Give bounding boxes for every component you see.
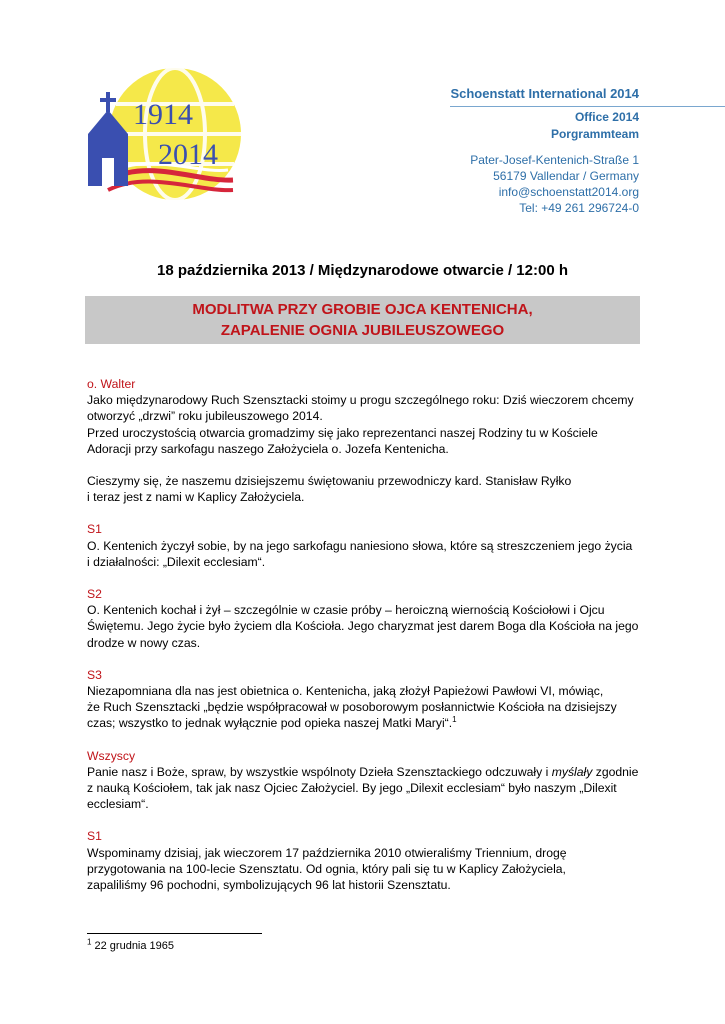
text-line: Jako międzynarodowy Ruch Szensztacki stoimy u progu szczególnego roku: Dziś wieczorem chcemy <box>87 393 634 408</box>
header-team: Porgrammteam <box>550 127 639 141</box>
text-line: drodze w nowy czas. <box>87 635 201 650</box>
title-line-2: ZAPALENIE OGNIA JUBILEUSZOWEGO <box>220 322 505 339</box>
footnote <box>87 937 175 952</box>
text-line: otworzyć „drzwi” roku jubileuszowego 2014. <box>87 409 323 424</box>
text-segment: zgodnie <box>592 764 639 779</box>
event-dateline: 18 października 2013 / Międzynarodowe otwarcie / 12:00 h <box>157 262 568 279</box>
title-line-1: MODLITWA PRZY GROBIE OJCA KENTENICHA, <box>192 301 533 318</box>
text-segment: Panie nasz i Boże, spraw, by wszystkie wspólnoty Dzieła Szensztackiego odczuwały i <box>87 764 552 779</box>
text-line <box>87 764 647 780</box>
text-line: Adoracji przy sarkofagu naszego Założyciela o. Jozefa Kentenicha. <box>87 441 449 456</box>
address-phone: Tel: +49 261 296724-0 <box>519 201 639 215</box>
speaker-label: o. Walter <box>87 377 136 391</box>
header-address <box>470 152 639 216</box>
footnote-text: 22 grudnia 1965 <box>91 940 175 952</box>
text-line: że Ruch Szensztacki „będzie współpracował w posoborowym posłannictwie Kościoła na dzisiejszy <box>87 700 617 715</box>
logo-year-2014: 2014 <box>158 138 218 171</box>
header-office: Office 2014 <box>574 110 639 124</box>
text-line: Niezapomniana dla nas jest obietnica o. Kentenicha, jaką złożył Papieżowi Pawłowi VI, mówiąc, <box>87 684 604 699</box>
text-line: i działalności: „Dilexit ecclesiam“. <box>87 554 266 569</box>
address-street: Pater-Josef-Kentenich-Straße 1 <box>470 153 639 167</box>
footnote-reference[interactable]: 1 <box>452 715 457 725</box>
text-line: Przed uroczystością otwarcia gromadzimy się jako reprezentanci naszej Rodziny tu w Kościele <box>87 425 598 440</box>
text-line: Wspominamy dzisiaj, jak wieczorem 17 października 2010 otwieraliśmy Triennium, drogę <box>87 845 567 860</box>
text-line: zapaliliśmy 96 pochodni, symbolizujących 96 lat historii Szensztatu. <box>87 878 451 893</box>
text-line <box>87 715 647 731</box>
logo-year-1914: 1914 <box>133 98 193 131</box>
speaker-label: S3 <box>87 667 102 682</box>
speaker-label: Wszyscy <box>87 748 136 763</box>
document-title <box>85 296 640 344</box>
text-line: O. Kentenich kochał i żył – szczególnie w czasie próby – heroiczną wiernością Kościołowi i Ojcu <box>87 603 605 618</box>
text-line: Cieszymy się, że naszemu dzisiejszemu świętowaniu przewodniczy kard. Stanisław Ryłko <box>87 474 572 489</box>
speaker-label: S1 <box>87 829 102 844</box>
speaker-label: S1 <box>87 522 102 537</box>
emphasis-text: myślały <box>551 764 593 779</box>
text-line: O. Kentenich życzył sobie, by na jego sarkofagu naniesiono słowa, które są streszczeniem jego życia <box>87 538 633 553</box>
footnote-mark: 1 <box>87 937 92 947</box>
speaker-label: S2 <box>87 587 102 602</box>
address-email[interactable]: info@schoenstatt2014.org <box>498 185 639 199</box>
text-line: ecclesiam“. <box>87 797 149 812</box>
header-organization: Schoenstatt International 2014 <box>450 86 639 101</box>
text-line: z nauką Kościołem, tak jak nasz Ojciec Założyciel. By jego „Dilexit ecclesiam“ było naszym „Dilexit <box>87 781 617 796</box>
header-divider <box>450 106 725 107</box>
text-line: i teraz jest z nami w Kaplicy Założyciela. <box>87 490 305 505</box>
address-city: 56179 Vallendar / Germany <box>493 169 639 183</box>
prayer-text <box>87 376 647 893</box>
jubilee-logo <box>78 62 248 212</box>
text-line: Świętemu. Jego życie było życiem dla Kościoła. Jego charyzmat jest darem Boga dla Kościoła na jego <box>87 619 639 634</box>
text-segment: czas; wszystko to jednak wyłącznie pod opieka naszej Matki Maryi“. <box>87 716 453 731</box>
footnote-divider <box>87 933 262 934</box>
text-line: przygotowania na 100-lecie Szensztatu. Od ognia, który pali się tu w Kaplicy Założyciela, <box>87 861 566 876</box>
